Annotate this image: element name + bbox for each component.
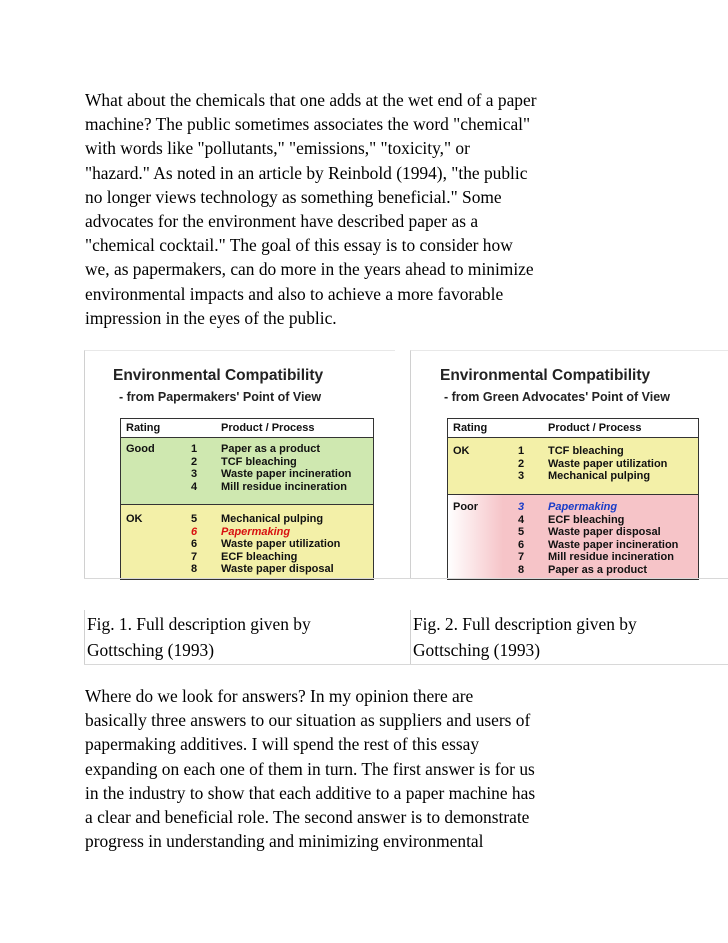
figure-2-subtitle: - from Green Advocates' Point of View <box>444 390 670 404</box>
text-line: machine? The public sometimes associates the word "chemical" <box>85 114 531 135</box>
text-line: with words like "pollutants," "emissions," "toxicity," or <box>85 138 470 159</box>
item-label: Mechanical pulping <box>548 470 651 483</box>
item-number: 7 <box>518 551 525 564</box>
item-label: ECF bleaching <box>221 550 298 563</box>
item-number: 6 <box>518 538 525 551</box>
figure-2-table <box>447 418 699 580</box>
intro-paragraph <box>85 88 645 330</box>
text-line: in the industry to show that each additive to a paper machine has <box>85 782 536 803</box>
item-number: 3 <box>518 470 525 483</box>
item-number-highlight: 3 <box>518 501 525 513</box>
figure-2-title: Environmental Compatibility <box>440 367 651 384</box>
table-header <box>121 419 373 438</box>
text-line: What about the chemicals that one adds at the wet end of a paper <box>85 90 537 110</box>
text-line: no longer views technology as something beneficial." Some <box>85 186 502 207</box>
item-number: 5 <box>191 513 198 525</box>
text-line: advocates for the environment have described paper as a <box>85 211 479 232</box>
group-rating: Good <box>126 443 155 455</box>
item-number-highlight: 6 <box>191 525 198 538</box>
caption-line: Gottsching (1993) <box>87 640 215 660</box>
text-line: "hazard." As noted in an article by Reinbold (1994), "the public <box>85 162 528 183</box>
text-line: impression in the eyes of the public. <box>85 307 337 328</box>
item-number: 8 <box>191 563 198 576</box>
item-number: 2 <box>518 457 525 470</box>
item-label: Paper as a product <box>548 564 648 576</box>
figure-1 <box>84 350 395 579</box>
figure-divider <box>84 578 728 579</box>
caption-line: Fig. 2. Full description given by <box>413 614 637 634</box>
item-number: 8 <box>518 564 525 576</box>
item-label: Waste paper incineration <box>221 468 352 481</box>
item-label: Waste paper utilization <box>548 457 668 470</box>
text-line: "chemical cocktail." The goal of this essay is to consider how <box>85 235 513 256</box>
item-label: Mechanical pulping <box>221 513 324 525</box>
caption-line: Gottsching (1993) <box>413 640 541 660</box>
caption-divider <box>84 664 728 665</box>
group-rating: OK <box>453 445 470 457</box>
group-rating: OK <box>126 513 143 525</box>
item-number: 1 <box>191 443 198 455</box>
item-number: 5 <box>518 526 525 539</box>
figure-2 <box>410 350 728 579</box>
item-number: 6 <box>191 538 198 551</box>
item-label: Waste paper disposal <box>548 526 661 539</box>
text-line: Where do we look for answers? In my opinion there are <box>85 686 474 706</box>
header-process: Product / Process <box>221 422 315 434</box>
figure-1-caption <box>84 610 403 664</box>
item-label: Waste paper incineration <box>548 538 679 551</box>
group-rating: Poor <box>453 501 479 513</box>
rating-group-ok <box>448 438 698 495</box>
item-number: 1 <box>518 445 525 457</box>
text-line: basically three answers to our situation as suppliers and users of <box>85 710 531 731</box>
rating-group-poor <box>448 495 698 579</box>
table-header <box>448 419 698 438</box>
item-label: TCF bleaching <box>548 445 624 457</box>
item-label: Paper as a product <box>221 443 321 455</box>
item-label: Mill residue incineration <box>221 480 347 493</box>
item-label: Waste paper utilization <box>221 538 341 551</box>
item-number: 4 <box>191 480 198 493</box>
text-line: progress in understanding and minimizing environmental <box>85 831 484 852</box>
item-number: 3 <box>191 468 198 481</box>
text-line: we, as papermakers, can do more in the years ahead to minimize <box>85 259 534 280</box>
item-label: ECF bleaching <box>548 513 625 526</box>
item-label: TCF bleaching <box>221 455 297 468</box>
closing-paragraph <box>85 684 645 853</box>
header-process: Product / Process <box>548 422 642 434</box>
header-rating: Rating <box>126 422 161 434</box>
header-rating: Rating <box>453 422 488 434</box>
text-line: environmental impacts and also to achieve a more favorable <box>85 283 504 304</box>
item-number: 2 <box>191 455 198 468</box>
figure-1-subtitle: - from Papermakers' Point of View <box>119 390 322 404</box>
item-label: Waste paper disposal <box>221 563 334 576</box>
item-number: 4 <box>518 513 525 526</box>
rating-group-good <box>121 438 373 505</box>
item-label-highlight: Papermaking <box>221 525 291 538</box>
figure-1-table <box>120 418 374 580</box>
figure-2-caption <box>410 610 728 664</box>
text-line: papermaking additives. I will spend the rest of this essay <box>85 734 480 755</box>
rating-group-ok <box>121 505 373 579</box>
text-line: expanding on each one of them in turn. The first answer is for us <box>85 758 535 779</box>
figure-1-title: Environmental Compatibility <box>113 367 324 384</box>
text-line: a clear and beneficial role. The second answer is to demonstrate <box>85 807 530 828</box>
item-number: 7 <box>191 550 198 563</box>
item-label-highlight: Papermaking <box>548 501 618 513</box>
item-label: Mill residue incineration <box>548 551 674 564</box>
caption-line: Fig. 1. Full description given by <box>87 614 311 634</box>
